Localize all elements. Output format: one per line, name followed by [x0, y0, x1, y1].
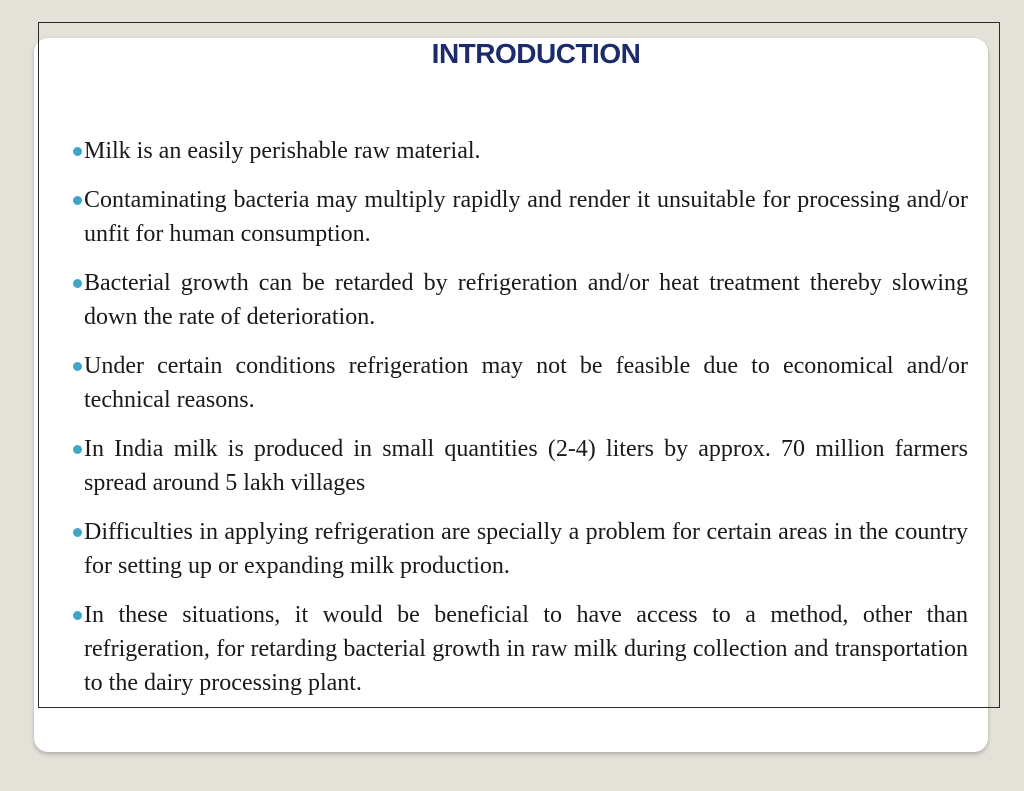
bullet-item [70, 183, 968, 251]
bullet-dot-icon [73, 147, 82, 156]
bullet-text: Contaminating bacteria may multiply rapidly and render it unsuitable for processing and/or unfit for human consumption. [84, 187, 968, 247]
bullet-text: Difficulties in applying refrigeration are specially a problem for certain areas in the country for setting up or expanding milk production. [84, 519, 968, 579]
slide-title: INTRODUCTION [431, 38, 641, 69]
bullet-text: Under certain conditions refrigeration may not be feasible due to economical and/or technical reasons. [84, 353, 968, 413]
bullet-dot-icon [73, 279, 82, 288]
bullet-dot-icon [73, 611, 82, 620]
bullet-item [70, 266, 968, 334]
bullet-dot-icon [73, 196, 82, 205]
bullet-text: In these situations, it would be beneficial to have access to a method, other than refrigeration, for retarding bacterial growth in raw milk during collection and transportation to the dairy processing plant. [84, 602, 968, 696]
bullet-list [70, 134, 968, 715]
bullet-text: Milk is an easily perishable raw material. [84, 138, 481, 164]
bullet-text: In India milk is produced in small quantities (2-4) liters by approx. 70 million farmers spread around 5 lakh villages [84, 436, 968, 496]
bullet-item [70, 349, 968, 417]
bullet-item [70, 432, 968, 500]
bullet-dot-icon [73, 445, 82, 454]
bullet-item [70, 598, 968, 700]
bullet-text: Bacterial growth can be retarded by refrigeration and/or heat treatment thereby slowing down the rate of deterioration. [84, 270, 968, 330]
bullet-dot-icon [73, 362, 82, 371]
bullet-dot-icon [73, 528, 82, 537]
bullet-item [70, 515, 968, 583]
bullet-item [70, 134, 968, 168]
